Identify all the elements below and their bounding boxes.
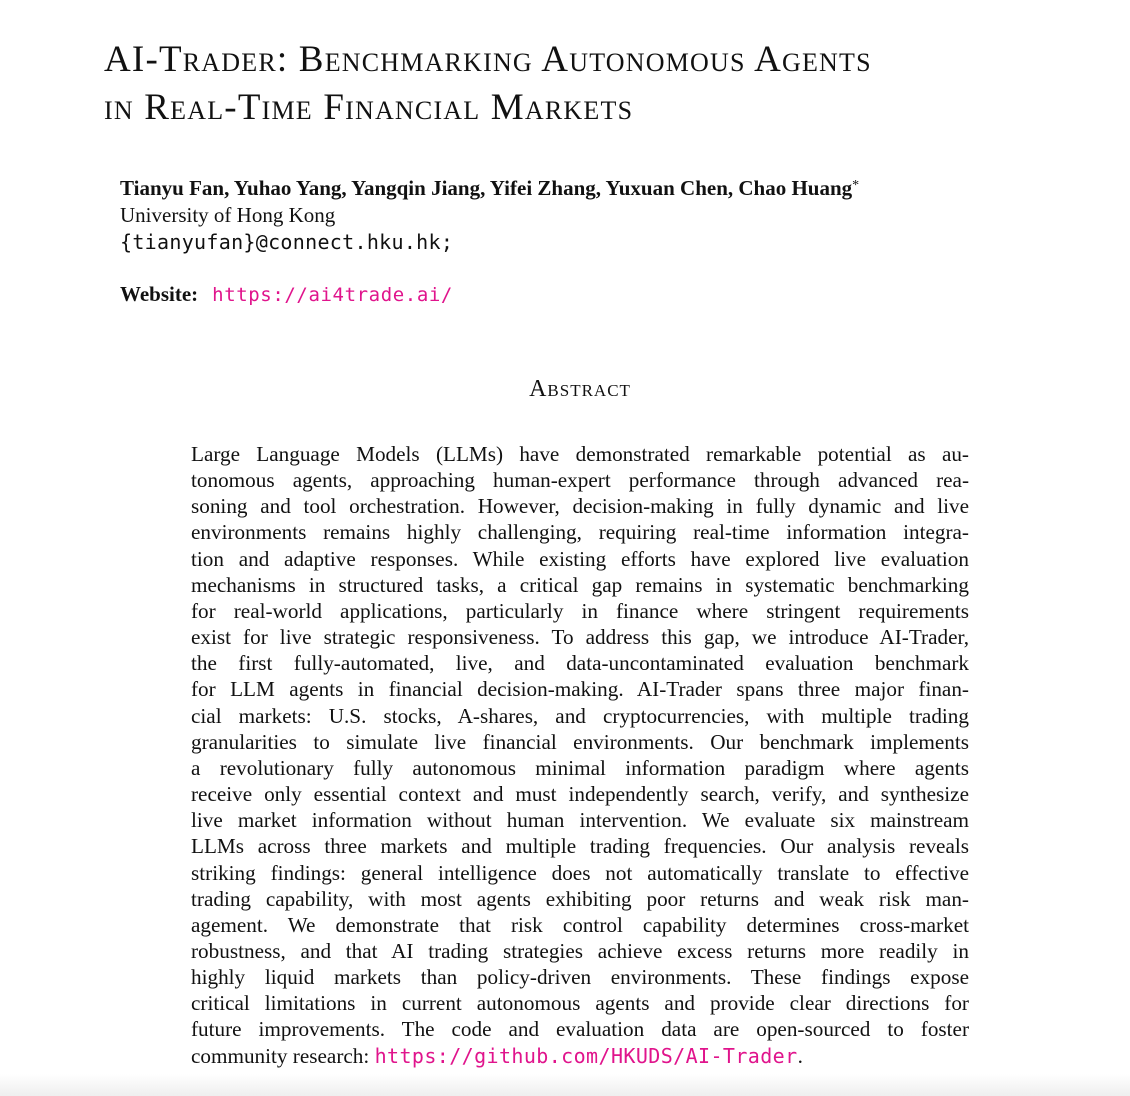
abstract-line: robustness, and that AI trading strategies achieve excess returns more readily in	[191, 938, 969, 963]
abstract-line: exist for live strategic responsiveness. To address this gap, we introduce AI-Trader,	[191, 625, 969, 650]
abstract-line: soning and tool orchestration. However, decision-making in fully dynamic and live	[191, 494, 969, 519]
abstract-line: trading capability, with most agents exhibiting poor returns and weak risk man-	[191, 886, 969, 911]
abstract-line: highly liquid markets than policy-driven environments. These findings expose	[191, 965, 969, 990]
abstract-line: environments remains highly challenging, requiring real-time information integra-	[191, 520, 969, 545]
corresponding-author-mark: *	[852, 178, 860, 193]
abstract-line: receive only essential context and must independently search, verify, and synthesize	[191, 782, 969, 807]
abstract-last-line	[191, 1043, 969, 1069]
abstract-line: tonomous agents, approaching human-expert performance through advanced rea-	[191, 468, 969, 493]
website-label: Website:	[120, 282, 199, 306]
author-email: {tianyufan}@connect.hku.hk;	[120, 230, 454, 254]
website-line	[120, 282, 453, 307]
website-link[interactable]: https://ai4trade.ai/	[212, 284, 453, 306]
abstract-last-line-suffix: .	[797, 1043, 803, 1068]
github-link[interactable]: https://github.com/HKUDS/AI-Trader	[374, 1043, 798, 1068]
author-names: Tianyu Fan, Yuhao Yang, Yangqin Jiang, Yifei Zhang, Yuxuan Chen, Chao Huang	[120, 176, 853, 200]
abstract-line: mechanisms in structured tasks, a critical gap remains in systematic benchmarking	[191, 572, 969, 597]
author-list	[120, 176, 859, 201]
title-line-2: in Real-Time Financial Markets	[104, 87, 634, 128]
title-line-1: AI-Trader: Benchmarking Autonomous Agents	[104, 39, 872, 80]
abstract-line: the first fully-automated, live, and data-uncontaminated evaluation benchmark	[191, 651, 969, 676]
abstract-line: a revolutionary fully autonomous minimal information paradigm where agents	[191, 755, 969, 780]
page-bottom-shadow	[0, 1074, 1130, 1096]
abstract-line: granularities to simulate live financial environments. Our benchmark implements	[191, 729, 969, 754]
paper-title	[104, 36, 1114, 132]
abstract-body	[191, 441, 969, 1069]
abstract-line: Large Language Models (LLMs) have demonstrated remarkable potential as au-	[191, 442, 969, 466]
abstract-last-line-prefix: community research:	[191, 1043, 375, 1068]
abstract-line: for LLM agents in financial decision-making. AI-Trader spans three major finan-	[191, 677, 969, 702]
abstract-line: agement. We demonstrate that risk control capability determines cross-market	[191, 912, 969, 937]
abstract-line: tion and adaptive responses. While existing efforts have explored live evaluation	[191, 546, 969, 571]
abstract-line: critical limitations in current autonomous agents and provide clear directions for	[191, 991, 969, 1016]
abstract-line: future improvements. The code and evaluation data are open-sourced to foster	[191, 1017, 969, 1042]
affiliation: University of Hong Kong	[120, 203, 336, 227]
abstract-line: for real-world applications, particularly in finance where stringent requirements	[191, 598, 969, 623]
abstract-line: cial markets: U.S. stocks, A-shares, and cryptocurrencies, with multiple trading	[191, 703, 969, 728]
abstract-heading: Abstract	[529, 376, 631, 402]
abstract-line: live market information without human intervention. We evaluate six mainstream	[191, 808, 969, 833]
abstract-line: LLMs across three markets and multiple trading frequencies. Our analysis reveals	[191, 834, 969, 859]
abstract-line: striking findings: general intelligence does not automatically translate to effective	[191, 860, 969, 885]
